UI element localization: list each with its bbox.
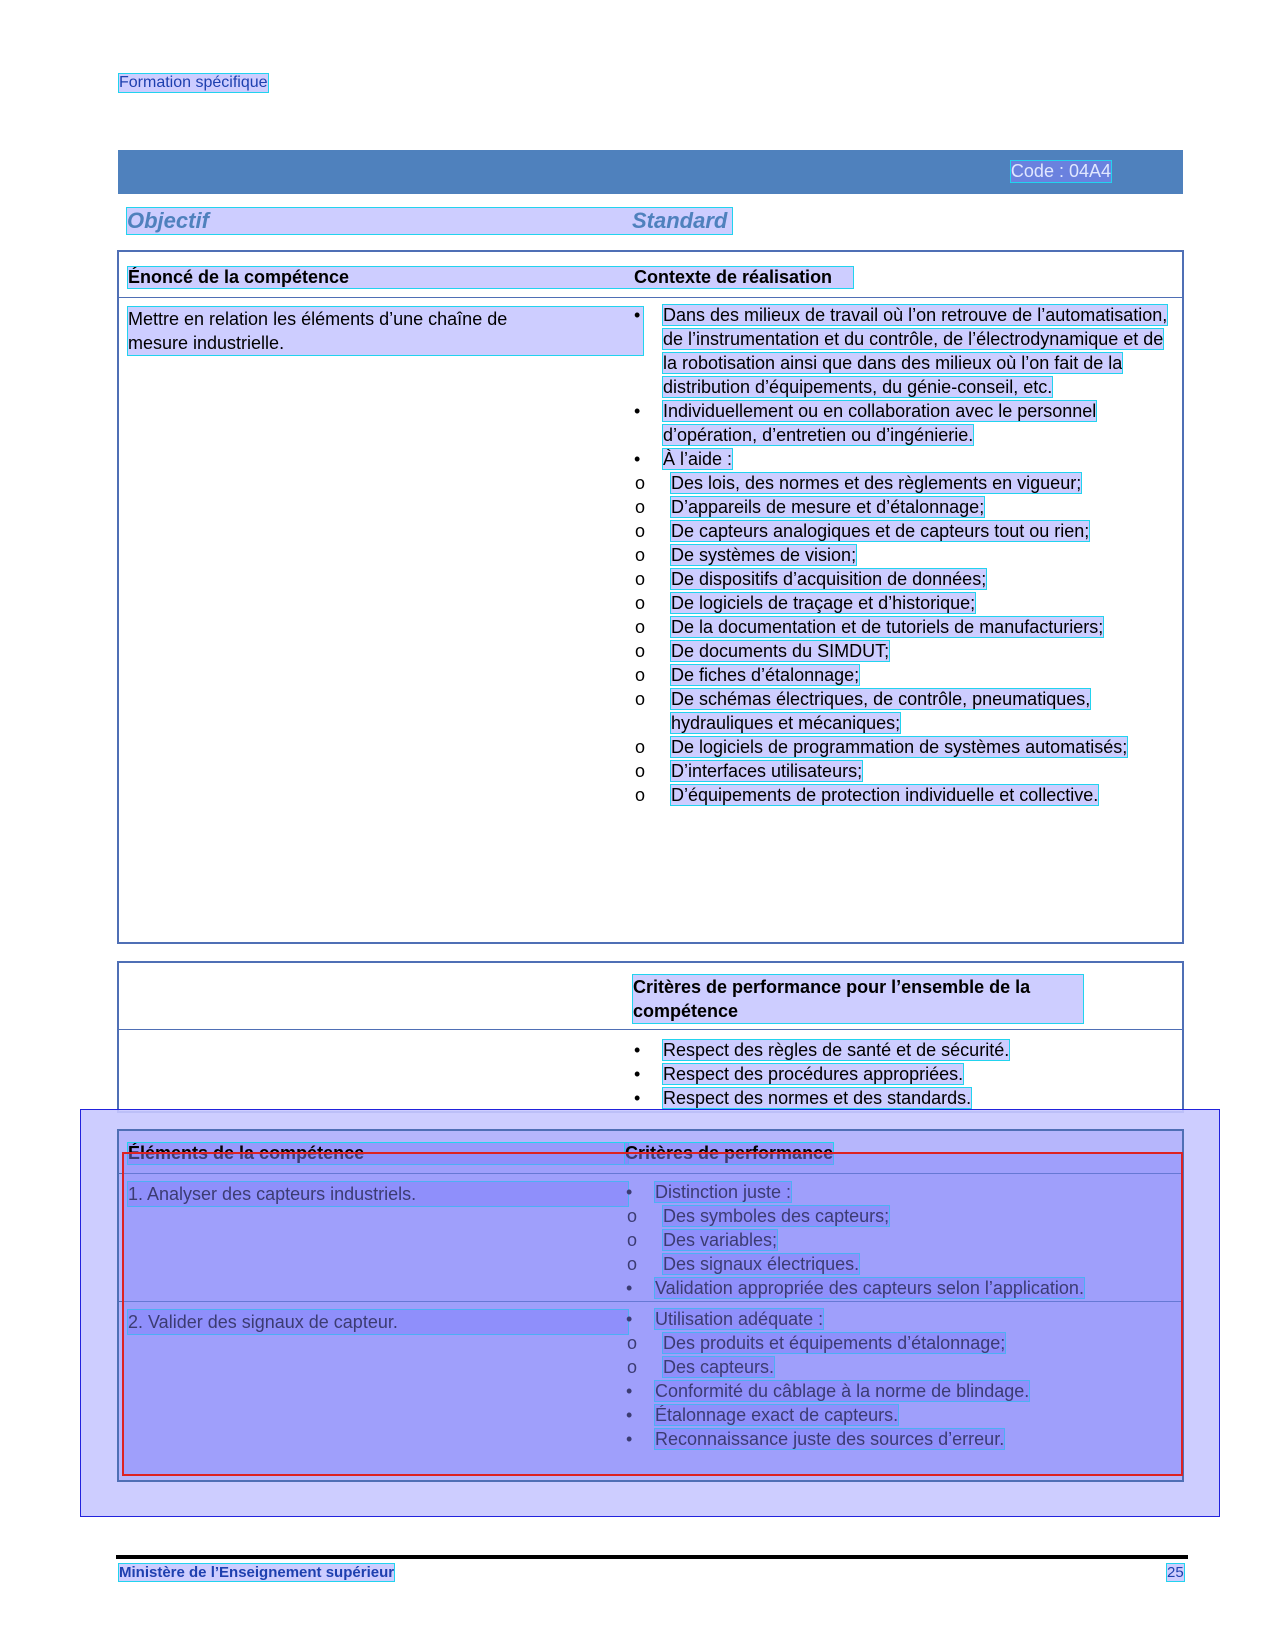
sub-list-item-text: De logiciels de programmation de systèmes automatisés; (671, 737, 1128, 757)
sub-list-item-text: Des symboles des capteurs; (663, 1206, 890, 1226)
list-item (633, 1086, 1173, 1110)
list-item-text: Individuellement ou en collaboration avec le personnel d’opération, d’entretien ou d’ingénierie. (663, 401, 1097, 445)
element-2: 2. Valider des signaux de capteur. (128, 1310, 628, 1334)
row-divider (119, 297, 1182, 298)
sub-list-item (603, 615, 1173, 639)
list-item-text: Validation appropriée des capteurs selon l’application. (655, 1278, 1084, 1298)
list-item-text: Dans des milieux de travail où l’on retrouve de l’automatisation, de l’instrumentation et du contrôle, de l’électrodynamique et de la robotisation ainsi que dans des milieux où l’on fait de la distribution d’équipements, du génie-conseil, etc. (663, 305, 1168, 397)
sub-list-item-text: Des variables; (663, 1230, 778, 1250)
header-criteres-ensemble: Critères de performance pour l’ensemble de la compétence (633, 975, 1083, 1023)
table-enonce-contexte (117, 250, 1184, 944)
sub-list-item (603, 567, 1173, 591)
sub-list-item-text: De dispositifs d’acquisition de données; (671, 569, 987, 589)
row-divider (119, 1029, 1182, 1030)
page-number: 25 (1167, 1564, 1184, 1581)
list-item (633, 303, 1173, 399)
list-item (633, 1062, 1173, 1086)
sub-list (633, 471, 1173, 807)
list-item-text: Respect des règles de santé et de sécurité. (663, 1040, 1010, 1060)
competency-code: Code : 04A4 (1010, 161, 1111, 181)
contexte-bullets (633, 303, 1173, 807)
table-criteres-ensemble (117, 961, 1184, 1113)
list-item-text: Étalonnage exact de capteurs. (655, 1405, 899, 1425)
sub-list-item (603, 519, 1173, 543)
sub-list-item-text: De capteurs analogiques et de capteurs tout ou rien; (671, 521, 1090, 541)
header-enonce: Énoncé de la compétence (128, 267, 853, 288)
header-criteres: Critères de performance (625, 1143, 834, 1163)
enonce-text: Mettre en relation les éléments d’une chaîne de mesure industrielle. (128, 307, 643, 355)
list-item (633, 399, 1173, 447)
sub-list-item (603, 687, 1173, 735)
sub-list-item (603, 663, 1173, 687)
list-item-text: À l’aide : (663, 449, 733, 469)
running-head: Formation spécifique (119, 74, 268, 91)
code-bar (118, 150, 1183, 194)
sub-list-item-text: De la documentation et de tutoriels de manufacturiers; (671, 617, 1104, 637)
objectif-label: Objectif (127, 208, 209, 233)
sub-list-item (603, 735, 1173, 759)
footer-rule (116, 1555, 1188, 1559)
sub-list-item-text: Des produits et équipements d’étalonnage; (663, 1333, 1006, 1353)
sub-list-item (603, 543, 1173, 567)
sub-list-item-text: De systèmes de vision; (671, 545, 857, 565)
red-selection-box (122, 1152, 1183, 1476)
sub-list-item (603, 759, 1173, 783)
sub-list-item-text: De schémas électriques, de contrôle, pneumatiques, hydrauliques et mécaniques; (671, 689, 1091, 733)
list-item-text: Distinction juste : (655, 1182, 792, 1202)
sub-list-item-text: D’appareils de mesure et d’étalonnage; (671, 497, 985, 517)
footer-ministry: Ministère de l’Enseignement supérieur (119, 1564, 395, 1581)
standard-heading: Standard (632, 208, 728, 233)
sub-list-item (603, 783, 1173, 807)
list-item-text: Conformité du câblage à la norme de blindage. (655, 1381, 1030, 1401)
sub-list-item (603, 591, 1173, 615)
sub-list-item-text: Des lois, des normes et des règlements en vigueur; (671, 473, 1082, 493)
sub-list-item-text: De fiches d’étalonnage; (671, 665, 860, 685)
element-1: 1. Analyser des capteurs industriels. (128, 1182, 628, 1206)
sub-list-item-text: D’équipements de protection individuelle et collective. (671, 785, 1099, 805)
list-item-text: Respect des normes et des standards. (663, 1088, 972, 1108)
sub-list-item (603, 471, 1173, 495)
sub-list-item-text: Des signaux électriques. (663, 1254, 860, 1274)
sub-list-item (603, 639, 1173, 663)
sub-list-item (603, 495, 1173, 519)
sub-list-item-text: De documents du SIMDUT; (671, 641, 890, 661)
sub-list-item-text: Des capteurs. (663, 1357, 775, 1377)
header-elements: Éléments de la compétence (128, 1143, 628, 1164)
criteres-ensemble-list (633, 1038, 1173, 1110)
sub-list-item-text: D’interfaces utilisateurs; (671, 761, 863, 781)
list-item (633, 1038, 1173, 1062)
sub-list-item-text: De logiciels de traçage et d’historique; (671, 593, 976, 613)
list-item (633, 447, 1173, 471)
criteres-ensemble-bullets (633, 1038, 1173, 1110)
list-item-text: Reconnaissance juste des sources d’erreur. (655, 1429, 1005, 1449)
header-contexte: Contexte de réalisation (634, 267, 833, 287)
list-item-text: Respect des procédures appropriées. (663, 1064, 964, 1084)
list-item-text: Utilisation adéquate : (655, 1309, 824, 1329)
contexte-list (633, 303, 1173, 807)
